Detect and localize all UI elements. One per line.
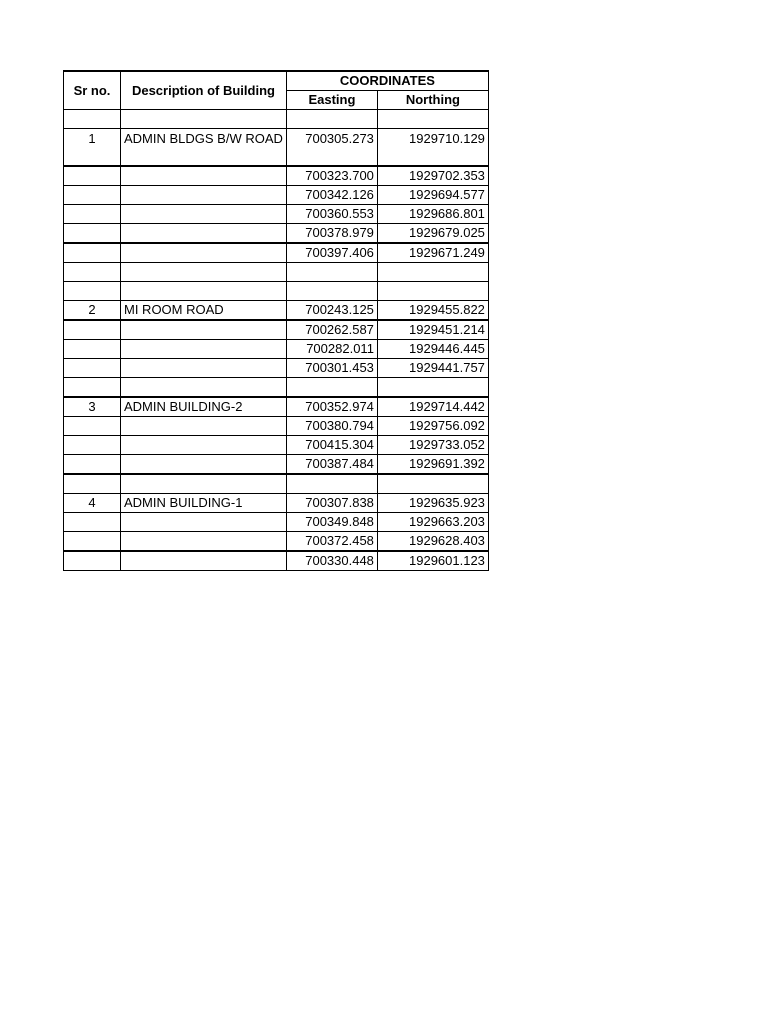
northing-cell: 1929691.392 (377, 455, 488, 475)
table-row (64, 166, 489, 186)
northing-cell: 1929451.214 (377, 320, 488, 340)
table-row (64, 224, 489, 244)
easting-cell: 700378.979 (286, 224, 377, 244)
description-cell (121, 436, 287, 455)
easting-cell (286, 282, 377, 301)
easting-cell: 700397.406 (286, 243, 377, 263)
sr-cell (64, 282, 121, 301)
sr-cell (64, 205, 121, 224)
table-row (64, 494, 489, 513)
description-cell (121, 474, 287, 494)
table-row (64, 243, 489, 263)
table-row (64, 320, 489, 340)
description-cell (121, 513, 287, 532)
table-row (64, 513, 489, 532)
northing-cell (377, 263, 488, 282)
table-row (64, 359, 489, 378)
northing-cell (377, 282, 488, 301)
description-cell (121, 551, 287, 571)
table-row (64, 186, 489, 205)
sr-cell (64, 436, 121, 455)
coordinates-header: COORDINATES (286, 71, 488, 91)
easting-cell: 700360.553 (286, 205, 377, 224)
table-body (64, 110, 489, 571)
table-row (64, 301, 489, 321)
northing-cell: 1929756.092 (377, 417, 488, 436)
easting-cell: 700262.587 (286, 320, 377, 340)
description-cell: MI ROOM ROAD (121, 301, 287, 321)
easting-cell (286, 474, 377, 494)
sr-cell (64, 340, 121, 359)
northing-cell (377, 474, 488, 494)
description-cell (121, 417, 287, 436)
easting-header: Easting (286, 91, 377, 110)
table-row (64, 532, 489, 552)
northing-cell: 1929635.923 (377, 494, 488, 513)
sr-cell (64, 455, 121, 475)
easting-cell: 700301.453 (286, 359, 377, 378)
easting-cell: 700380.794 (286, 417, 377, 436)
sr-cell: 2 (64, 301, 121, 321)
easting-cell: 700243.125 (286, 301, 377, 321)
easting-cell: 700323.700 (286, 166, 377, 186)
northing-cell: 1929671.249 (377, 243, 488, 263)
sr-no-header: Sr no. (64, 71, 121, 110)
description-cell (121, 320, 287, 340)
sr-cell (64, 513, 121, 532)
northing-cell: 1929702.353 (377, 166, 488, 186)
coordinates-table (63, 70, 489, 571)
sr-cell (64, 474, 121, 494)
northing-cell: 1929679.025 (377, 224, 488, 244)
easting-cell: 700387.484 (286, 455, 377, 475)
easting-cell: 700372.458 (286, 532, 377, 552)
table-row (64, 110, 489, 129)
northing-cell: 1929441.757 (377, 359, 488, 378)
description-cell: ADMIN BUILDING-1 (121, 494, 287, 513)
northing-cell: 1929733.052 (377, 436, 488, 455)
table-row (64, 474, 489, 494)
description-cell (121, 359, 287, 378)
description-cell (121, 243, 287, 263)
table-row (64, 129, 489, 167)
table-row (64, 551, 489, 571)
description-cell (121, 455, 287, 475)
sr-cell (64, 320, 121, 340)
sr-cell (64, 551, 121, 571)
easting-cell: 700307.838 (286, 494, 377, 513)
northing-cell: 1929686.801 (377, 205, 488, 224)
northing-header: Northing (377, 91, 488, 110)
easting-cell: 700282.011 (286, 340, 377, 359)
sr-cell: 3 (64, 397, 121, 417)
sr-cell (64, 243, 121, 263)
sr-cell (64, 359, 121, 378)
easting-cell: 700330.448 (286, 551, 377, 571)
easting-cell: 700352.974 (286, 397, 377, 417)
northing-cell (377, 378, 488, 398)
description-cell (121, 340, 287, 359)
easting-cell: 700342.126 (286, 186, 377, 205)
sr-cell (64, 186, 121, 205)
sr-cell: 1 (64, 129, 121, 167)
description-cell (121, 110, 287, 129)
sr-cell (64, 378, 121, 398)
description-cell: ADMIN BLDGS B/W ROAD (121, 129, 287, 167)
northing-cell (377, 110, 488, 129)
table-row (64, 205, 489, 224)
description-cell (121, 532, 287, 552)
easting-cell: 700415.304 (286, 436, 377, 455)
easting-cell (286, 378, 377, 398)
northing-cell: 1929710.129 (377, 129, 488, 167)
description-cell (121, 282, 287, 301)
table-row (64, 436, 489, 455)
table-row (64, 263, 489, 282)
description-cell (121, 378, 287, 398)
northing-cell: 1929446.445 (377, 340, 488, 359)
table-row (64, 455, 489, 475)
northing-cell: 1929694.577 (377, 186, 488, 205)
table-row (64, 378, 489, 398)
sr-cell (64, 166, 121, 186)
easting-cell (286, 110, 377, 129)
easting-cell (286, 263, 377, 282)
description-cell (121, 224, 287, 244)
sr-cell: 4 (64, 494, 121, 513)
northing-cell: 1929601.123 (377, 551, 488, 571)
easting-cell: 700305.273 (286, 129, 377, 167)
description-cell (121, 205, 287, 224)
easting-cell: 700349.848 (286, 513, 377, 532)
northing-cell: 1929663.203 (377, 513, 488, 532)
table-row (64, 397, 489, 417)
description-header: Description of Building (121, 71, 287, 110)
description-cell (121, 186, 287, 205)
table-row (64, 340, 489, 359)
sr-cell (64, 532, 121, 552)
sr-cell (64, 110, 121, 129)
table-row (64, 282, 489, 301)
description-cell (121, 263, 287, 282)
northing-cell: 1929628.403 (377, 532, 488, 552)
sr-cell (64, 417, 121, 436)
northing-cell: 1929455.822 (377, 301, 488, 321)
sr-cell (64, 224, 121, 244)
description-cell: ADMIN BUILDING-2 (121, 397, 287, 417)
northing-cell: 1929714.442 (377, 397, 488, 417)
description-cell (121, 166, 287, 186)
table-row (64, 417, 489, 436)
sr-cell (64, 263, 121, 282)
